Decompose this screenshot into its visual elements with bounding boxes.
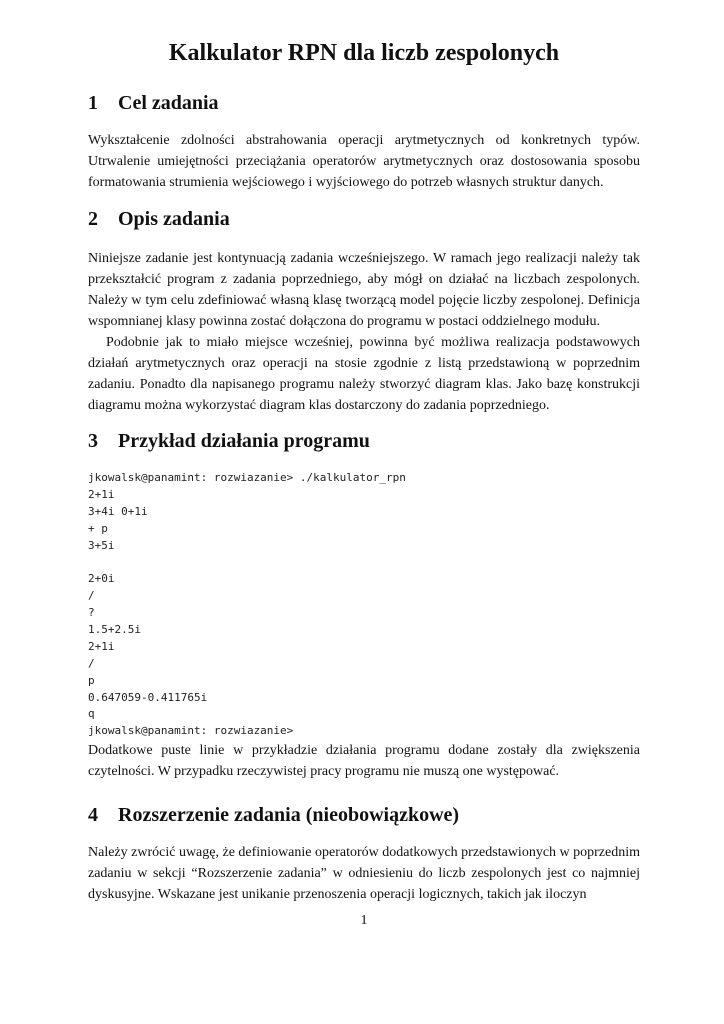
code-line: 2+0i: [88, 572, 115, 586]
code-line: 3+5i: [88, 538, 115, 552]
code-line: + p: [88, 521, 108, 535]
code-line: jkowalsk@panamint: rozwiazanie>: [88, 724, 294, 738]
code-line: 3+4i 0+1i: [88, 504, 148, 518]
code-line: ?: [88, 606, 95, 620]
section-3-heading: [88, 430, 370, 453]
code-line: 0.647059-0.411765i: [88, 690, 208, 704]
section-3-paragraph: Dodatkowe puste linie w przykładzie działania programu dodane zostały dla zwiększenia czytelności. W przypadku rzeczywistej pracy programu nie muszą one występować.: [88, 743, 640, 779]
code-line: /: [88, 589, 95, 603]
section-2-paragraph-2: Podobnie jak to miało miejsce wcześniej, powinna być możliwa realizacja podstawowych działań arytmetycznych oraz operacji na stosie zgodnie z listą przedstawioną w poprzednim zadaniu. Ponadto dla napisanego programu należy stworzyć diagram klas. Jako bazę konstrukcji diagramu można wykorzystać diagram klas dostarczony do zadania poprzedniego.: [88, 335, 640, 413]
section-1-paragraph: Wykształcenie zdolności abstrahowania operacji arytmetycznych od konkretnych typów. Utrwalenie umiejętności przeciążania operatorów arytmetycznych oraz dostosowania sposobu formatowania strumienia wejściowego i wyjściowego do potrzeb własnych struktur danych.: [88, 133, 640, 190]
code-line: 1.5+2.5i: [88, 623, 141, 637]
section-1-heading: [88, 92, 219, 115]
section-2-heading: [88, 208, 230, 231]
terminal-example: [88, 470, 406, 740]
code-line: /: [88, 656, 95, 670]
code-line: [88, 554, 406, 571]
section-2-title: Opis zadania: [118, 208, 230, 230]
code-line: 2+1i: [88, 639, 115, 653]
section-4-heading: [88, 804, 459, 827]
code-line: jkowalsk@panamint: rozwiazanie> ./kalkulator_rpn: [88, 471, 406, 484]
section-4-title: Rozszerzenie zadania (nieobowiązkowe): [118, 804, 460, 826]
section-4-number: 4: [88, 804, 98, 826]
section-4-paragraph: Należy zwrócić uwagę, że definiowanie operatorów dodatkowych przedstawionych w poprzednim zadaniu w sekcji “Rozszerzenie zadania” w odniesieniu do liczb zespolonych jest co najmniej dyskusyjne. Wskazane jest unikanie przenoszenia operacji logicznych, takich jak iloczyn: [88, 845, 641, 902]
page-number: 1: [360, 913, 368, 928]
section-3-title: Przykład działania programu: [118, 430, 370, 452]
code-line: p: [88, 673, 95, 687]
document-title: Kalkulator RPN dla liczb zespolonych: [168, 40, 560, 66]
section-3-number: 3: [88, 430, 98, 452]
section-2-paragraph-1: Niniejsze zadanie jest kontynuacją zadania wcześniejszego. W ramach jego realizacji należy tak przekształcić program z zadania poprzedniego, aby mógł on działać na liczbach zespolonych. Należy w tym celu zdefiniować własną klasę tworzącą model pojęcie liczby zespolonej. Definicja wspomnianej klasy powinna zostać dołączona do programu w postaci oddzielnego modułu.: [88, 251, 640, 329]
code-line: 2+1i: [88, 487, 115, 501]
section-1-title: Cel zadania: [118, 92, 219, 114]
section-2-number: 2: [88, 208, 98, 230]
code-line: q: [88, 707, 95, 721]
section-1-number: 1: [88, 92, 98, 114]
